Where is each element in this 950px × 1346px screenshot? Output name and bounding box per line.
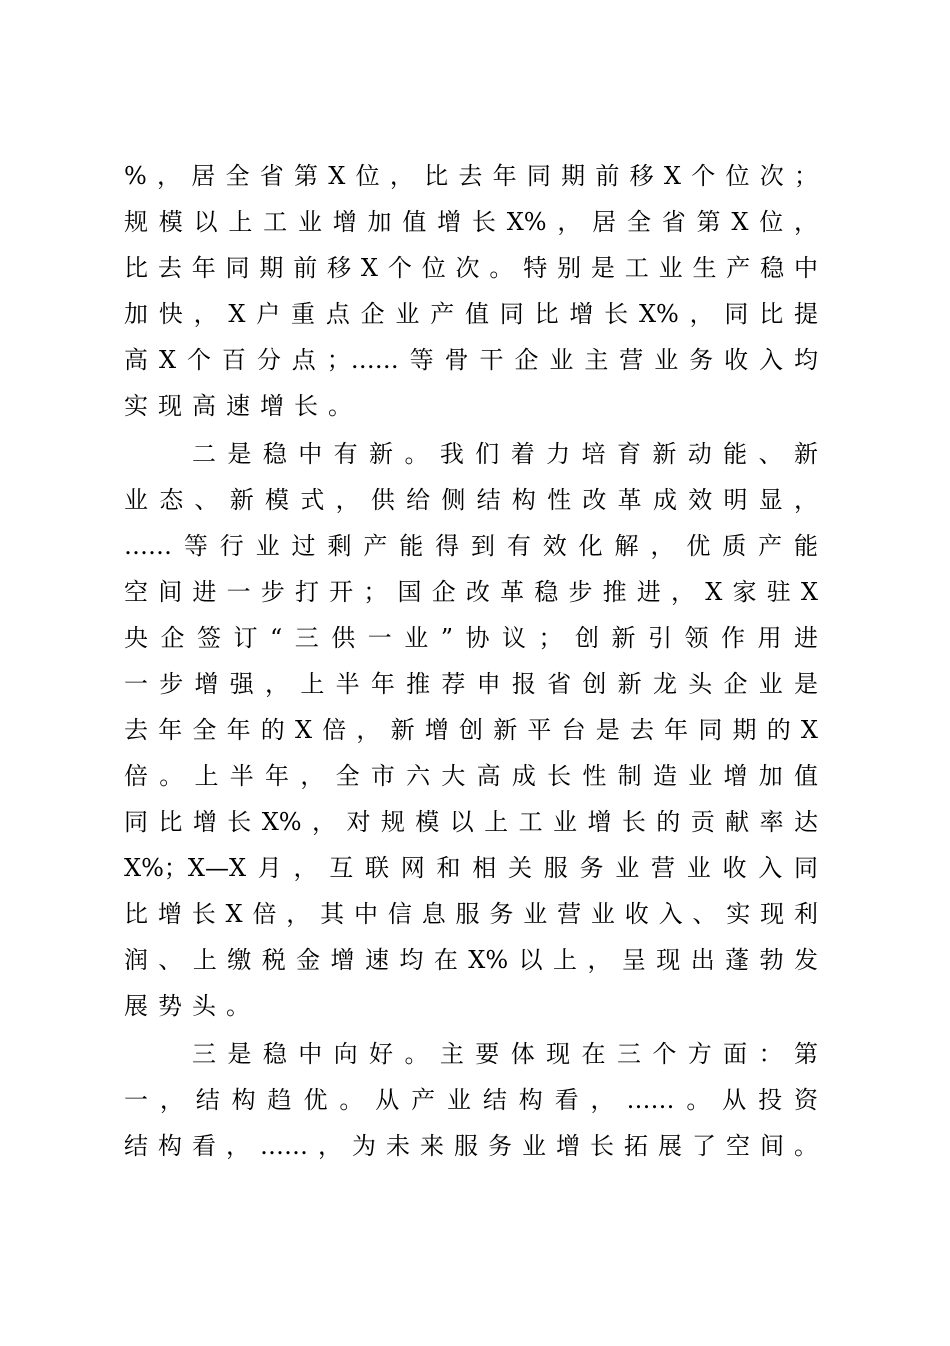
text-line-5: 高X个百分点；……等骨干企业主营业务收入均 (124, 346, 818, 374)
text-line-13: 去年全年的X倍，新增创新平台是去年同期的X (124, 716, 818, 744)
text-line-21: 一，结构趋优。从产业结构看，……。从投资 (124, 1086, 818, 1114)
text-line-19: 展势头。 (124, 992, 260, 1020)
text-line-8: 业态、新模式，供给侧结构性改革成效明显， (124, 486, 818, 514)
text-line-22: 结构看，……，为未来服务业增长拓展了空间。 (124, 1132, 818, 1160)
text-line-4: 加快，X户重点企业产值同比增长X%，同比提 (124, 300, 818, 328)
text-line-16: X%；X—X月，互联网和相关服务业营业收入同 (124, 854, 818, 882)
text-line-9: ……等行业过剩产能得到有效化解，优质产能 (124, 532, 818, 560)
text-line-15: 同比增长X%，对规模以上工业增长的贡献率达 (124, 808, 818, 836)
text-line-11: 央企签订“三供一业”协议；创新引领作用进 (124, 624, 818, 652)
text-line-14: 倍。上半年，全市六大高成长性制造业增加值 (124, 762, 818, 790)
text-line-10: 空间进一步打开；国企改革稳步推进，X家驻X (124, 578, 818, 606)
text-line-7: 二是稳中有新。我们着力培育新动能、新 (192, 440, 818, 468)
text-line-6: 实现高速增长。 (124, 392, 362, 420)
text-line-3: 比去年同期前移X个位次。特别是工业生产稳中 (124, 254, 818, 282)
text-line-2: 规模以上工业增加值增长X%，居全省第X位， (124, 208, 818, 236)
text-line-17: 比增长X倍，其中信息服务业营业收入、实现利 (124, 900, 818, 928)
text-line-1: %，居全省第X位，比去年同期前移X个位次； (124, 162, 818, 190)
text-line-20: 三是稳中向好。主要体现在三个方面：第 (192, 1040, 818, 1068)
text-line-18: 润、上缴税金增速均在X%以上，呈现出蓬勃发 (124, 946, 818, 974)
text-line-12: 一步增强，上半年推荐申报省创新龙头企业是 (124, 670, 818, 698)
